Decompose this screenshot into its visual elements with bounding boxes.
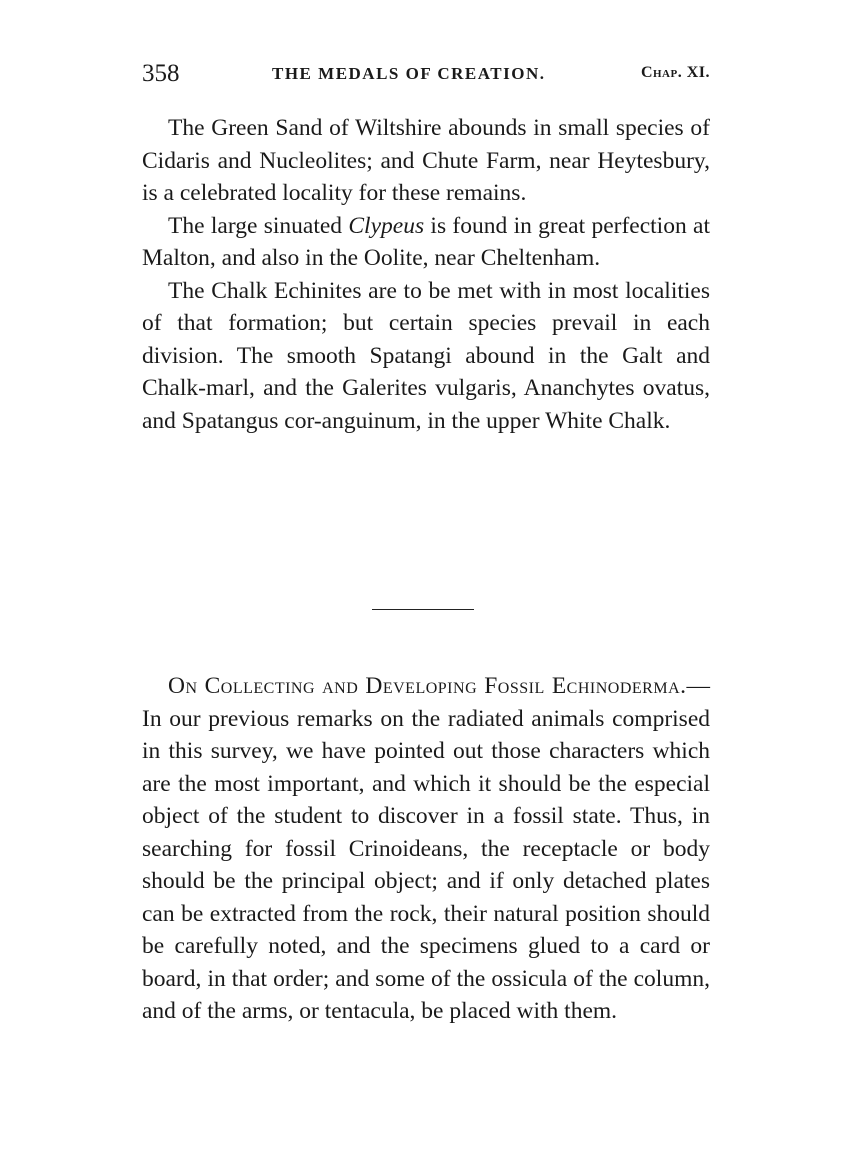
running-head — [142, 60, 710, 90]
section-heading: On Collecting and Developing Fossil Echinoderma. — [168, 673, 687, 699]
paragraph-clypeus-start: The large sinuated — [168, 212, 349, 239]
paragraph-clypeus-end: is found in great perfection at Malton, and also in the Oolite, near Cheltenham. — [142, 212, 710, 271]
paragraph-collecting — [142, 670, 710, 1028]
paragraph-green-sand: The Green Sand of Wiltshire abounds in small species of Cidaris and Nucleolites; and Chute Farm, near Heytesbury, is a celebrated locality for these remains. — [142, 115, 710, 206]
paragraph-chalk-echinites: The Chalk Echinites are to be met with in most localities of that formation; but certain species prevail in each division. The smooth Spatangi abound in the Galt and Chalk-marl, and the Galerites vulgaris, Ananchytes ovatus, and Spatangus cor-anguinum, in the upper White Chalk. — [142, 277, 710, 434]
paragraph-clypeus — [142, 210, 710, 275]
text-block-collecting — [142, 670, 710, 1028]
running-title: THE MEDALS OF CREATION. — [272, 64, 546, 83]
paragraph-collecting-body: In our previous remarks on the radiated animals comprised in this survey, we have pointed out those characters which are the most important, and which it should be the especial object of the student to discover in a fossil state. Thus, in searching for fossil Crinoideans, the receptacle or body should be the principal object; and if only detached plates can be extracted from the rock, their natural position should be carefully noted, and the specimens glued to a card or board, in that order; and some of the ossicula of the column, and of the arms, or tentacula, be placed with them. — [142, 705, 710, 1024]
genus-name-clypeus: Clypeus — [348, 212, 425, 239]
heading-dash: — — [686, 673, 710, 699]
text-block-echinites — [142, 112, 710, 437]
chapter-label: Chap. XI. — [640, 64, 710, 81]
section-divider — [372, 609, 474, 610]
page-number: 358 — [142, 60, 180, 87]
